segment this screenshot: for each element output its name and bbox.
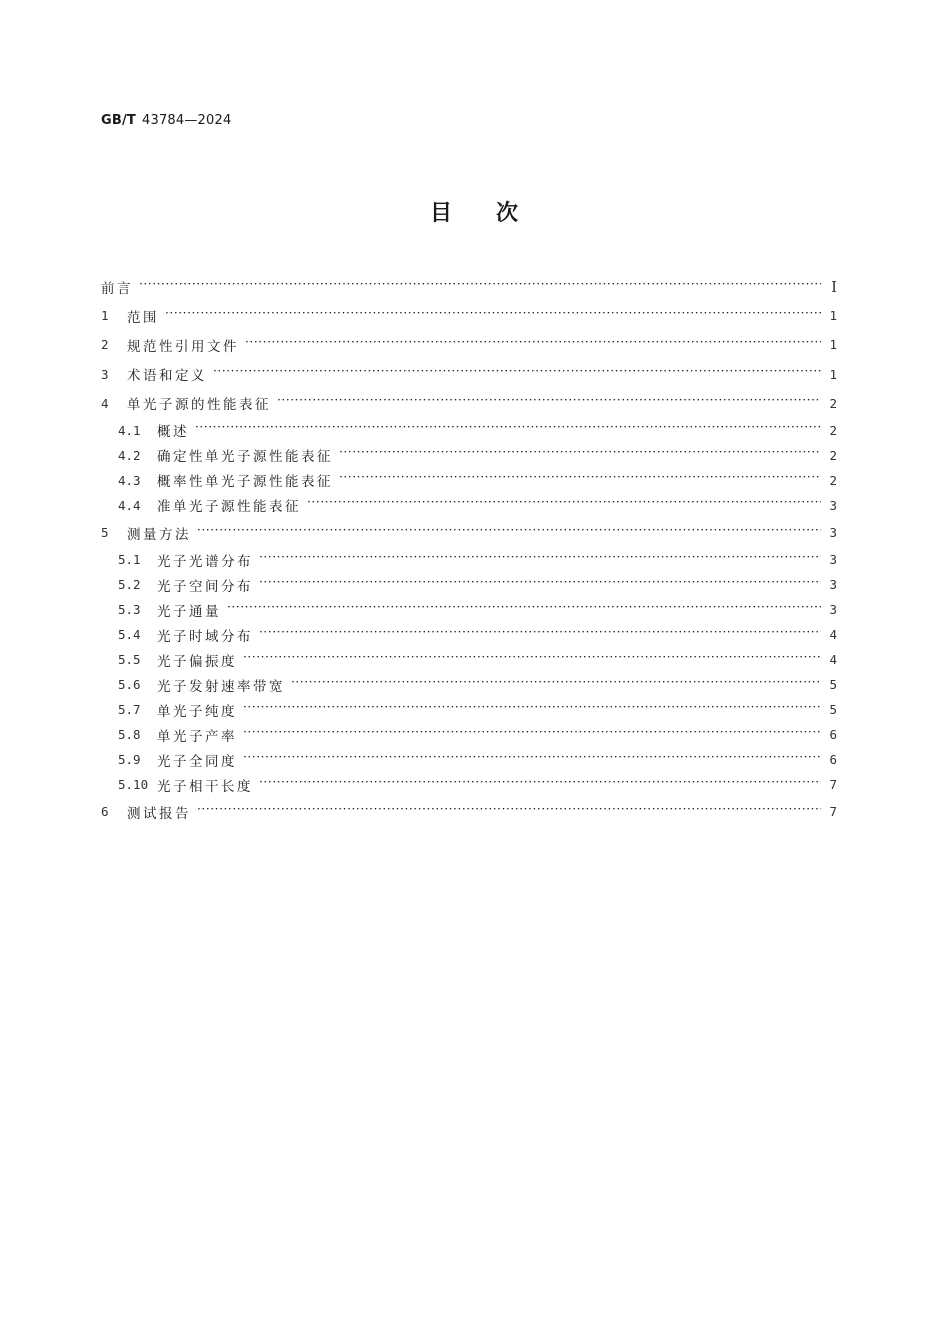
toc-entry-number: 5.3 <box>118 602 141 618</box>
toc-entry-label: 单光子纯度 <box>157 703 237 720</box>
toc-leader-dots <box>307 498 821 512</box>
toc-entry-label: 测量方法 <box>127 526 191 543</box>
toc-entry-label: 光子相干长度 <box>157 778 253 795</box>
toc-entry-label: 概述 <box>157 424 189 441</box>
toc-leader-dots <box>243 753 821 767</box>
toc-entry-label: 光子发射速率带宽 <box>157 678 285 695</box>
toc-leader-dots <box>243 728 821 742</box>
toc-entry-page: 1 <box>829 366 837 382</box>
toc-entry-number: 5.1 <box>118 552 141 568</box>
toc-entry-label: 光子空间分布 <box>157 578 253 595</box>
toc-leader-dots <box>339 448 821 462</box>
toc-leader-dots <box>259 553 821 567</box>
toc-entry-label: 光子偏振度 <box>157 653 237 670</box>
toc-entry-label: 光子光谱分布 <box>157 553 253 570</box>
toc-entry-number: 5 <box>101 525 109 541</box>
toc-entry[interactable] <box>101 647 837 672</box>
toc-entry-label: 单光子源的性能表征 <box>127 397 271 414</box>
toc-entry[interactable] <box>101 389 837 418</box>
toc-leader-dots <box>243 653 821 667</box>
toc-entry[interactable] <box>101 722 837 747</box>
toc-leader-dots <box>339 473 821 487</box>
toc-entry-page: 2 <box>829 422 837 438</box>
toc-entry[interactable] <box>101 468 837 493</box>
toc-entry-page: 5 <box>829 702 837 718</box>
toc-entry-page: 2 <box>829 447 837 463</box>
toc-entry-page: 2 <box>829 472 837 488</box>
toc-entry-label: 光子通量 <box>157 603 221 620</box>
toc-entry-number: 3 <box>101 366 109 382</box>
toc-leader-dots <box>139 280 821 294</box>
toc-entry-label: 光子时域分布 <box>157 628 253 645</box>
toc-entry-label: 测试报告 <box>127 805 191 822</box>
toc-entry[interactable] <box>101 697 837 722</box>
toc-leader-dots <box>259 778 821 792</box>
toc-entry[interactable] <box>101 797 837 826</box>
toc-leader-dots <box>213 367 821 381</box>
toc-entry[interactable] <box>101 493 837 518</box>
toc-entry-label: 准单光子源性能表征 <box>157 499 301 516</box>
toc-entry-number: 2 <box>101 337 109 353</box>
toc-entry-page: 4 <box>829 652 837 668</box>
toc-entry-page: 3 <box>829 577 837 593</box>
toc-entry-number: 6 <box>101 804 109 820</box>
toc-entry[interactable] <box>101 597 837 622</box>
toc-entry-page: 6 <box>829 727 837 743</box>
toc-leader-dots <box>259 578 821 592</box>
toc-entry-label: 单光子产率 <box>157 728 237 745</box>
toc-entry-label: 术语和定义 <box>127 368 207 385</box>
title-char-1: 目 <box>429 201 454 226</box>
toc-entry-label: 确定性单光子源性能表征 <box>157 449 333 466</box>
toc-entry-number: 4.4 <box>118 497 141 513</box>
toc-entry-number: 4.1 <box>118 422 141 438</box>
toc-entry-number: 5.4 <box>118 627 141 643</box>
toc-entry[interactable] <box>101 360 837 389</box>
toc-entry-number: 4.3 <box>118 472 141 488</box>
toc-leader-dots <box>227 603 821 617</box>
toc-entry-page: 7 <box>829 804 837 820</box>
toc-entry-number: 5.5 <box>118 652 141 668</box>
toc-entry-page: 3 <box>829 602 837 618</box>
standard-code <box>101 113 231 128</box>
toc-entry[interactable] <box>101 272 837 301</box>
toc-entry-number: 5.9 <box>118 752 141 768</box>
toc-leader-dots <box>197 805 821 819</box>
toc-entry[interactable] <box>101 518 837 547</box>
standard-number: 43784—2024 <box>142 113 232 128</box>
toc-entry[interactable] <box>101 330 837 359</box>
toc-entry-number: 4 <box>101 395 109 411</box>
toc-entry-page: I <box>831 277 837 296</box>
toc-entry-page: 1 <box>829 308 837 324</box>
toc-entry-number: 5.7 <box>118 702 141 718</box>
toc-entry-page: 3 <box>829 497 837 513</box>
page-title <box>0 196 950 227</box>
toc-entry-label: 概率性单光子源性能表征 <box>157 474 333 491</box>
toc-entry-page: 7 <box>829 777 837 793</box>
toc-entry-label: 前言 <box>101 280 133 297</box>
title-char-2: 次 <box>496 201 521 226</box>
toc-entry-page: 1 <box>829 337 837 353</box>
toc-entry[interactable] <box>101 547 837 572</box>
toc-entry-label: 规范性引用文件 <box>127 338 239 355</box>
toc-entry-label: 光子全同度 <box>157 753 237 770</box>
toc-leader-dots <box>197 526 821 540</box>
toc-entry-label: 范围 <box>127 309 159 326</box>
toc-entry-page: 5 <box>829 677 837 693</box>
toc-entry-page: 6 <box>829 752 837 768</box>
toc-leader-dots <box>259 628 821 642</box>
toc-entry[interactable] <box>101 443 837 468</box>
toc-leader-dots <box>243 703 821 717</box>
toc-entry-page: 3 <box>829 552 837 568</box>
table-of-contents <box>101 272 837 826</box>
toc-entry[interactable] <box>101 622 837 647</box>
toc-entry-page: 3 <box>829 525 837 541</box>
toc-leader-dots <box>245 338 821 352</box>
toc-entry[interactable] <box>101 672 837 697</box>
toc-entry[interactable] <box>101 772 837 797</box>
toc-entry[interactable] <box>101 572 837 597</box>
toc-entry-number: 5.2 <box>118 577 141 593</box>
toc-entry[interactable] <box>101 747 837 772</box>
toc-entry-page: 4 <box>829 627 837 643</box>
standard-prefix: GB/T <box>101 113 136 128</box>
toc-entry[interactable] <box>101 301 837 330</box>
toc-entry-page: 2 <box>829 395 837 411</box>
toc-entry-number: 4.2 <box>118 447 141 463</box>
toc-leader-dots <box>165 309 821 323</box>
toc-entry-number: 5.10 <box>118 777 149 793</box>
toc-leader-dots <box>277 396 821 410</box>
toc-entry-number: 1 <box>101 308 109 324</box>
toc-entry-number: 5.6 <box>118 677 141 693</box>
toc-leader-dots <box>291 678 821 692</box>
toc-entry[interactable] <box>101 418 837 443</box>
toc-leader-dots <box>195 423 821 437</box>
toc-entry-number: 5.8 <box>118 727 141 743</box>
